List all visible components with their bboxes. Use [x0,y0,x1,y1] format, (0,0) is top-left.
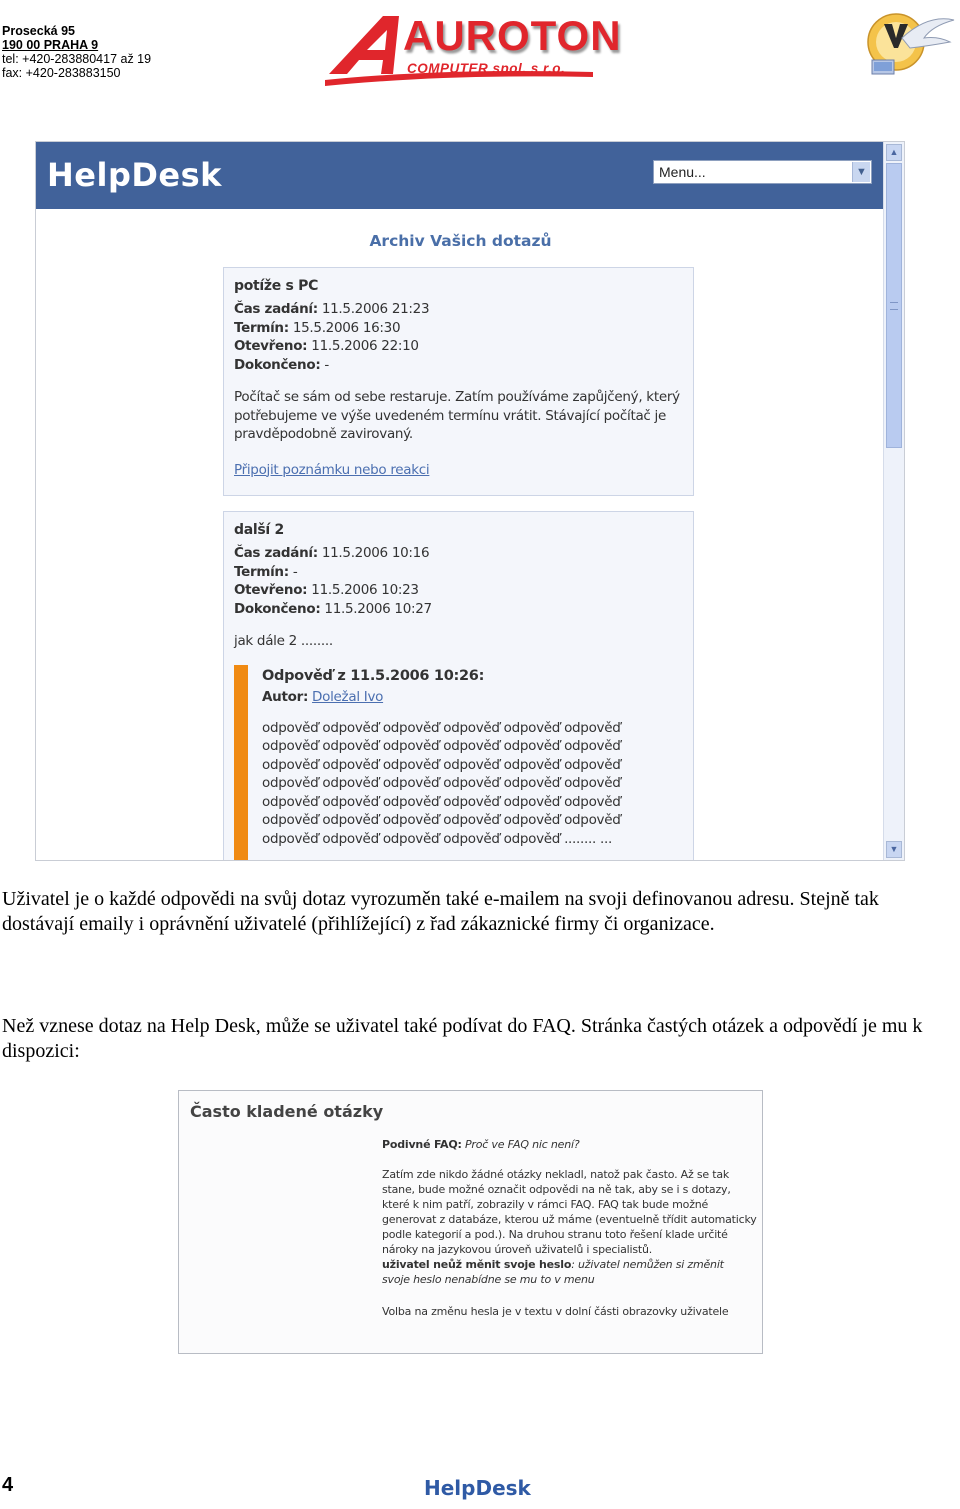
faq-answer [382,1167,757,1257]
query-done: Dokončeno: - [234,356,330,373]
query-done: Dokončeno: 11.5.2006 10:27 [234,600,432,617]
author-link[interactable]: Doležal Ivo [312,688,384,705]
query-title: potíže s PC [234,278,319,294]
faq-question: Podivné FAQ: Proč ve FAQ nic není? [382,1138,580,1151]
query-card [223,511,694,861]
faq-entry [382,1137,757,1319]
company-address [2,24,151,80]
scroll-down-icon[interactable]: ▼ [886,841,902,858]
answer-line: odpověď odpověď odpověď odpověď odpověď ........ ... [262,830,612,847]
answer-accent-bar [234,665,248,862]
query-opened: Otevřeno: 11.5.2006 10:23 [234,582,419,598]
scroll-up-icon[interactable]: ▲ [886,144,902,161]
address-street: Prosecká 95 [2,24,75,38]
address-fax: fax: +420-283883150 [2,66,121,80]
mascot-emblem-icon [862,4,956,82]
answer-line: odpověď odpověď odpověď odpověď odpověď odpověď [262,719,621,736]
answer-heading: Odpověď z 11.5.2006 10:26: [262,667,485,684]
answer-line: odpověď odpověď odpověď odpověď odpověď odpověď [262,793,621,810]
faq-answer-line: generovat z databáze, kterou už máme (eventuelně třídit automaticky [382,1213,757,1226]
answer-body [262,719,683,849]
faq-answer-line: podle kategorií a pod.). Na druhou stranu toto řešení klade určité [382,1228,728,1241]
faq-hint-line2: svoje heslo nenabídne se mu to v menu [382,1273,595,1286]
query-created: Čas zadání: 11.5.2006 21:23 [234,301,430,317]
query-created: Čas zadání: 11.5.2006 10:16 [234,545,430,561]
query-deadline: Termín: - [234,563,298,580]
scrollbar-thumb[interactable] [886,163,902,448]
answer-author: Autor: Doležal Ivo [262,688,384,705]
chevron-down-icon[interactable]: ▼ [852,162,870,182]
faq-footer-line: Volba na změnu hesla je v textu v dolní části obrazovky uživatele [382,1305,729,1318]
auroton-logo [325,10,622,90]
query-deadline: Termín: 15.5.2006 16:30 [234,319,401,336]
address-tel: tel: +420-283880417 až 19 [2,52,152,66]
footer-logo: HelpDesk [424,1476,531,1500]
faq-answer-line: které k nim patří, zobrazily v rámci FAQ. FAQ tak bude možné [382,1198,709,1211]
grip-icon [890,302,898,310]
menu-select-value: Menu... [659,164,706,180]
add-note-link[interactable]: Připojit poznámku nebo reakci [234,461,430,478]
menu-select[interactable] [653,160,872,184]
faq-title: Často kladené otázky [190,1102,384,1121]
answer-line: odpověď odpověď odpověď odpověď odpověď odpověď [262,775,621,791]
answer-block [234,665,683,849]
archive-title: Archiv Vašich dotazů [369,232,552,250]
paragraph-faq-intro: Než vznese dotaz na Help Desk, může se uživatel také podívat do FAQ. Stránka častých otázek a odpovědí je mu k dispozici: [2,1015,923,1062]
faq-hint: uživatel neůž měnit svoje heslo: uživatel nemůžen si změnit [382,1258,724,1271]
address-city: 190 00 PRAHA 9 [2,38,99,52]
answer-line: odpověď odpověď odpověď odpověď odpověď odpověď [262,738,621,754]
page-number: 4 [2,1474,14,1496]
query-description: Počítač se sám od sebe restaruje. Zatím používáme zapůjčený, který potřebujeme ve výše uvedeném termínu vrátit. Stávající počítač je pravděpodobně zavirovaný. [234,389,680,442]
faq-answer-line: nároky na jazykovou úroveň uživatelů i specialistů. [382,1243,653,1256]
query-opened: Otevřeno: 11.5.2006 22:10 [234,338,419,354]
query-card [223,267,694,496]
query-title: další 2 [234,522,284,538]
vertical-scrollbar[interactable] [883,142,904,860]
answer-line: odpověď odpověď odpověď odpověď odpověď odpověď [262,756,621,773]
logo-text: AUROTON [403,12,622,59]
answer-line: odpověď odpověď odpověď odpověď odpověď odpověď [262,812,621,828]
logo-subtitle: COMPUTER spol. s r.o. [407,61,566,76]
helpdesk-title: HelpDesk [47,156,222,194]
helpdesk-screenshot [35,141,905,861]
paragraph-email-notice: Uživatel je o každé odpovědi na svůj dotaz vyrozuměn také e-mailem na svoji definovanou adresu. Stejně tak dostávají emaily i oprávnění uživatelé (přihlížející) z řad zákaznické firmy či organizace. [2,888,879,935]
faq-answer-line: Zatím zde nikdo žádné otázky nekladl, natož pak často. Až se tak [382,1168,730,1181]
query-description: jak dále 2 ........ [234,633,333,649]
helpdesk-header-bar [36,142,885,209]
faq-screenshot [178,1090,763,1354]
faq-answer-line: stane, bude možné označit odpovědi na ně tak, aby se i s dotazy, [382,1183,731,1196]
